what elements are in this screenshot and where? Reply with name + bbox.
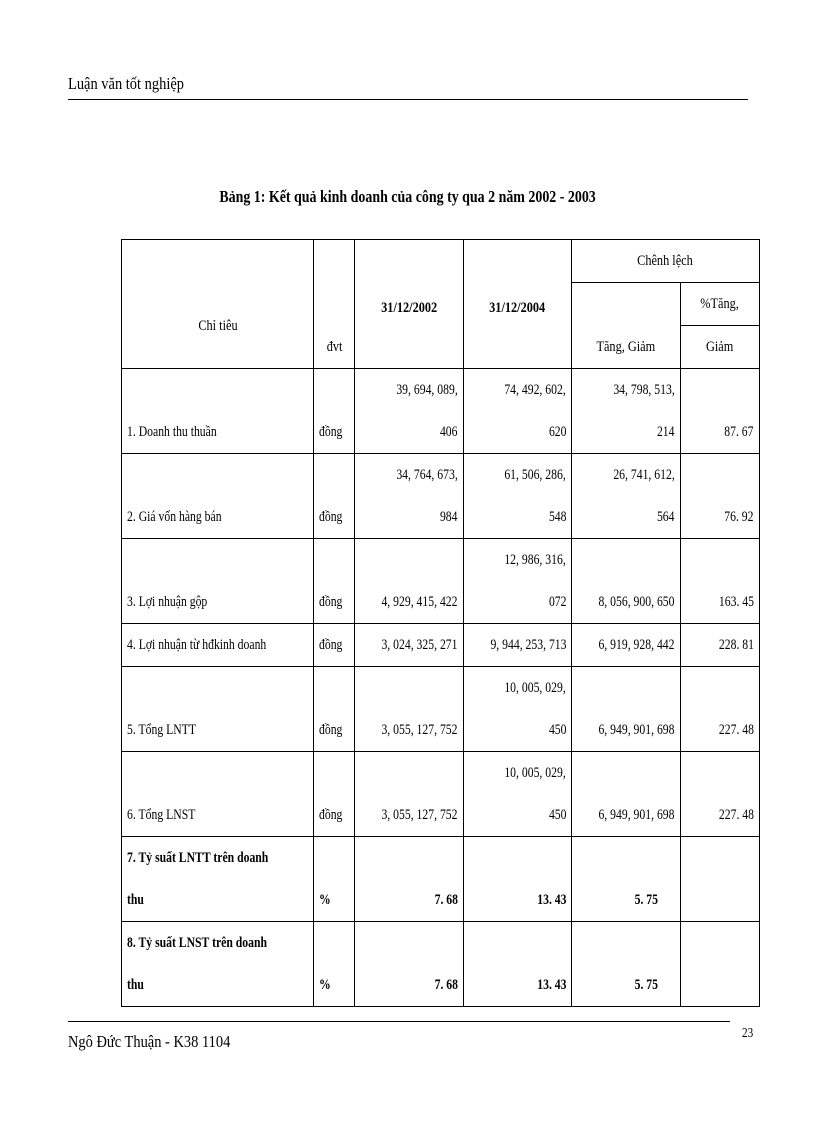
value-2004: 9, 944, 253, 713 — [463, 624, 572, 667]
header-rule — [68, 99, 748, 100]
row-unit: % — [314, 837, 355, 922]
header-chenh-lech: Chênh lệch — [572, 240, 760, 283]
value-2002: 3, 055, 127, 752 — [355, 667, 464, 752]
value-pct: 163. 45 — [680, 539, 759, 624]
row-label: 3. Lợi nhuận gộp — [122, 539, 314, 624]
value-pct: 228. 81 — [680, 624, 759, 667]
value-pct: 87. 67 — [680, 369, 759, 454]
header-2004: 31/12/2004 — [463, 240, 572, 369]
value-diff: 6, 949, 901, 698 — [572, 667, 681, 752]
table-row — [122, 667, 760, 752]
table-title: Bảng 1: Kết quả kinh doanh của công ty qua 2 năm 2002 - 2003 — [219, 187, 597, 206]
row-unit: đồng — [314, 667, 355, 752]
value-pct: 76. 92 — [680, 454, 759, 539]
row-unit: đồng — [314, 624, 355, 667]
value-diff: 5. 75 — [572, 837, 681, 922]
value-pct: 227. 48 — [680, 752, 759, 837]
running-header: Luận văn tốt nghiệp — [68, 74, 184, 93]
footer-author: Ngô Đức Thuận - K38 1104 — [68, 1032, 231, 1051]
value-diff: 6, 919, 928, 442 — [572, 624, 681, 667]
table-row — [122, 369, 760, 454]
row-unit: đồng — [314, 369, 355, 454]
value-2002: 7. 68 — [355, 922, 464, 1007]
header-2002: 31/12/2002 — [355, 240, 464, 369]
value-diff: 8, 056, 900, 650 — [572, 539, 681, 624]
value-2004: 10, 005, 029, 450 — [463, 752, 572, 837]
value-pct — [680, 837, 759, 922]
row-label: 2. Giá vốn hàng bán — [122, 454, 314, 539]
row-label: 6. Tổng LNST — [122, 752, 314, 837]
row-label: 1. Doanh thu thuần — [122, 369, 314, 454]
value-2002: 39, 694, 089, 406 — [355, 369, 464, 454]
value-pct: 227. 48 — [680, 667, 759, 752]
header-dvt: đvt — [314, 240, 355, 369]
value-2002: 3, 024, 325, 271 — [355, 624, 464, 667]
row-label: 4. Lợi nhuận từ hđkinh doanh — [122, 624, 314, 667]
value-2004: 61, 506, 286, 548 — [463, 454, 572, 539]
value-2002: 4, 929, 415, 422 — [355, 539, 464, 624]
value-2004: 74, 492, 602, 620 — [463, 369, 572, 454]
value-diff: 6, 949, 901, 698 — [572, 752, 681, 837]
value-diff: 34, 798, 513, 214 — [572, 369, 681, 454]
table-row — [122, 539, 760, 624]
value-2004: 10, 005, 029, 450 — [463, 667, 572, 752]
header-chi-tieu: Chỉ tiêu — [122, 240, 314, 369]
table-row — [122, 837, 760, 922]
value-diff: 5. 75 — [572, 922, 681, 1007]
table-row — [122, 752, 760, 837]
header-tang-giam: Tăng, Giảm — [572, 283, 681, 369]
footer-rule — [68, 1021, 730, 1022]
table-row — [122, 624, 760, 667]
value-diff: 26, 741, 612, 564 — [572, 454, 681, 539]
value-2002: 34, 764, 673, 984 — [355, 454, 464, 539]
row-unit: đồng — [314, 539, 355, 624]
row-unit: đồng — [314, 454, 355, 539]
value-2002: 7. 68 — [355, 837, 464, 922]
value-2004: 13. 43 — [463, 922, 572, 1007]
row-label: 8. Tỷ suất LNST trên doanh thu — [122, 922, 314, 1007]
row-label: 5. Tổng LNTT — [122, 667, 314, 752]
business-results-table — [121, 239, 760, 1007]
table-row — [122, 454, 760, 539]
value-2002: 3, 055, 127, 752 — [355, 752, 464, 837]
row-unit: đồng — [314, 752, 355, 837]
page-number: 23 — [742, 1026, 754, 1041]
table-row — [122, 922, 760, 1007]
row-label: 7. Tỷ suất LNTT trên doanh thu — [122, 837, 314, 922]
header-pct-line1: %Tăng, — [680, 283, 759, 326]
row-unit: % — [314, 922, 355, 1007]
value-2004: 13. 43 — [463, 837, 572, 922]
value-2004: 12, 986, 316, 072 — [463, 539, 572, 624]
header-pct-line2: Giảm — [680, 326, 759, 369]
value-pct — [680, 922, 759, 1007]
